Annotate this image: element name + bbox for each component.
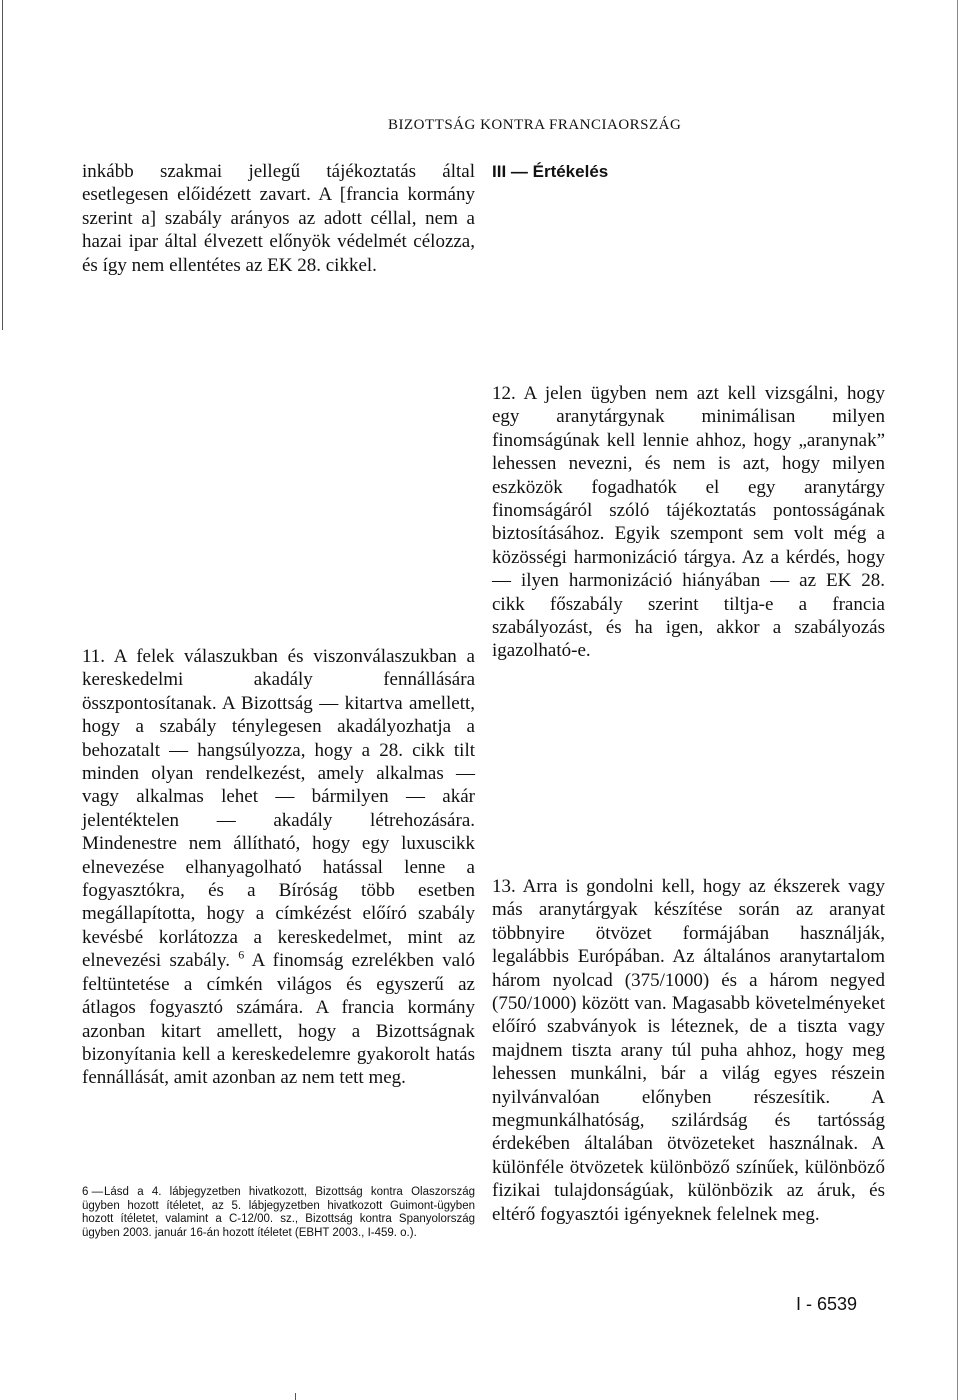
left-column-intro <box>82 160 475 277</box>
footnote-text: Lásd a 4. lábjegyzetben hivatkozott, Bizottság kontra Olaszország ügyben hozott ítéletet, az 5. lábjegyzetben hivatkozott Guimont-ügyben hozott ítéletet, valamint a C-12/00. sz., Bizottság kontra Spanyolország ügyben 2003. január 16-án hozott ítéletet (EBHT 2003., I-459. o.). <box>82 1186 475 1239</box>
section-heading: III — Értékelés <box>492 162 609 181</box>
paragraph-12-text: 12. A jelen ügyben nem azt kell vizsgálni, hogy egy aranytárgynak minimálisan milyen finomságúnak kell lennie ahhoz, hogy „aranynak” lehessen nevezni, és nem is azt, hogy milyen eszközök fogadhatók el egy aranytárgy finomságáról szóló tájékoztatás pontosságának biztosításához. Egyik szempont sem volt még a közösségi harmonizáció tárgya. Az a kérdés, hogy — ilyen harmonizáció hiányában — az EK 28. cikk főszabály szerint tiltja-e a francia szabályozást, és ha igen, akkor a szabályozás igazolható-e. <box>492 383 885 662</box>
footnote-reference[interactable]: 6 <box>238 947 245 962</box>
scan-edge-mark <box>2 0 3 330</box>
paragraph-11-continuation: A finomság ezrelékben való feltüntetése a címkén világos és egyszerű az átlagos fogyasztó számára. A francia kormány azonban kitart amellett, hogy a Bizottságnak bizonyítania kell a kereskedelemre gyakorolt hatás fennállását, amit azonban az nem tett meg. <box>82 950 475 1089</box>
scan-edge-mark <box>295 1393 296 1400</box>
paragraph-12 <box>492 382 885 663</box>
paragraph-13 <box>492 875 885 1226</box>
running-header: BIZOTTSÁG KONTRA FRANCIAORSZÁG <box>388 117 682 133</box>
page-number: I - 6539 <box>796 1294 858 1314</box>
paragraph-11-body <box>82 645 475 1090</box>
scan-edge-mark <box>957 0 958 1400</box>
paragraph-11 <box>82 645 475 1090</box>
paragraph-13-text: 13. Arra is gondolni kell, hogy az ékszerek vagy más aranytárgyak készítése során az aranyat többnyire ötvözet formájában használják, legalábbis Európában. Az általános aranytartalom három nyolcad (375/1000) és a három negyed (750/1000) között van. Magasabb követelményeket előíró szabványok is léteznek, de a tiszta vagy majdnem tiszta arany túl puha ahhoz, hogy meg lehessen munkálni, bár a világ egyes részein nyilvánvalóan előnyben részesítik. A megmunkálhatóság, szilárdság és tartósság érdekében általában ötvözeteket használnak. A különféle ötvözetek különböző színűek, különböző fizikai tulajdonságúak, különbözik az áruk, és eltérő fogyasztói igényeknek felelnek meg. <box>492 876 885 1225</box>
footnote-6 <box>82 1186 475 1240</box>
footnote-number: 6 — <box>82 1186 104 1198</box>
paragraph-11-text: 11. A felek válaszukban és viszonválaszukban a kereskedelmi akadály fennállására összpontosítanak. A Bizottság — kitartva amellett, hogy a szabály ténylegesen akadályozhatja a behozatalt — hangsúlyozza, hogy a 28. cikk tilt minden olyan rendelkezést, amely alkalmas — vagy alkalmas lehet — bármilyen — akár jelentéktelen — akadály létrehozására. Mindenestre nem állítható, hogy egy luxuscikk elnevezése elhanyagolható hatással lenne a fogyasztókra, és a Bíróság több esetben megállapította, hogy a címkézést előíró szabály kevésbé korlátozza a kereskedelmet, mint az elnevezési szabály. <box>82 646 475 972</box>
intro-paragraph: inkább szakmai jellegű tájékoztatás által esetlegesen előidézett zavart. A [francia kormány szerint a] szabály arányos az adott céllal, nem a hazai ipar által élvezett előnyök védelmét célozza, és így nem ellentétes az EK 28. cikkel. <box>82 161 475 276</box>
